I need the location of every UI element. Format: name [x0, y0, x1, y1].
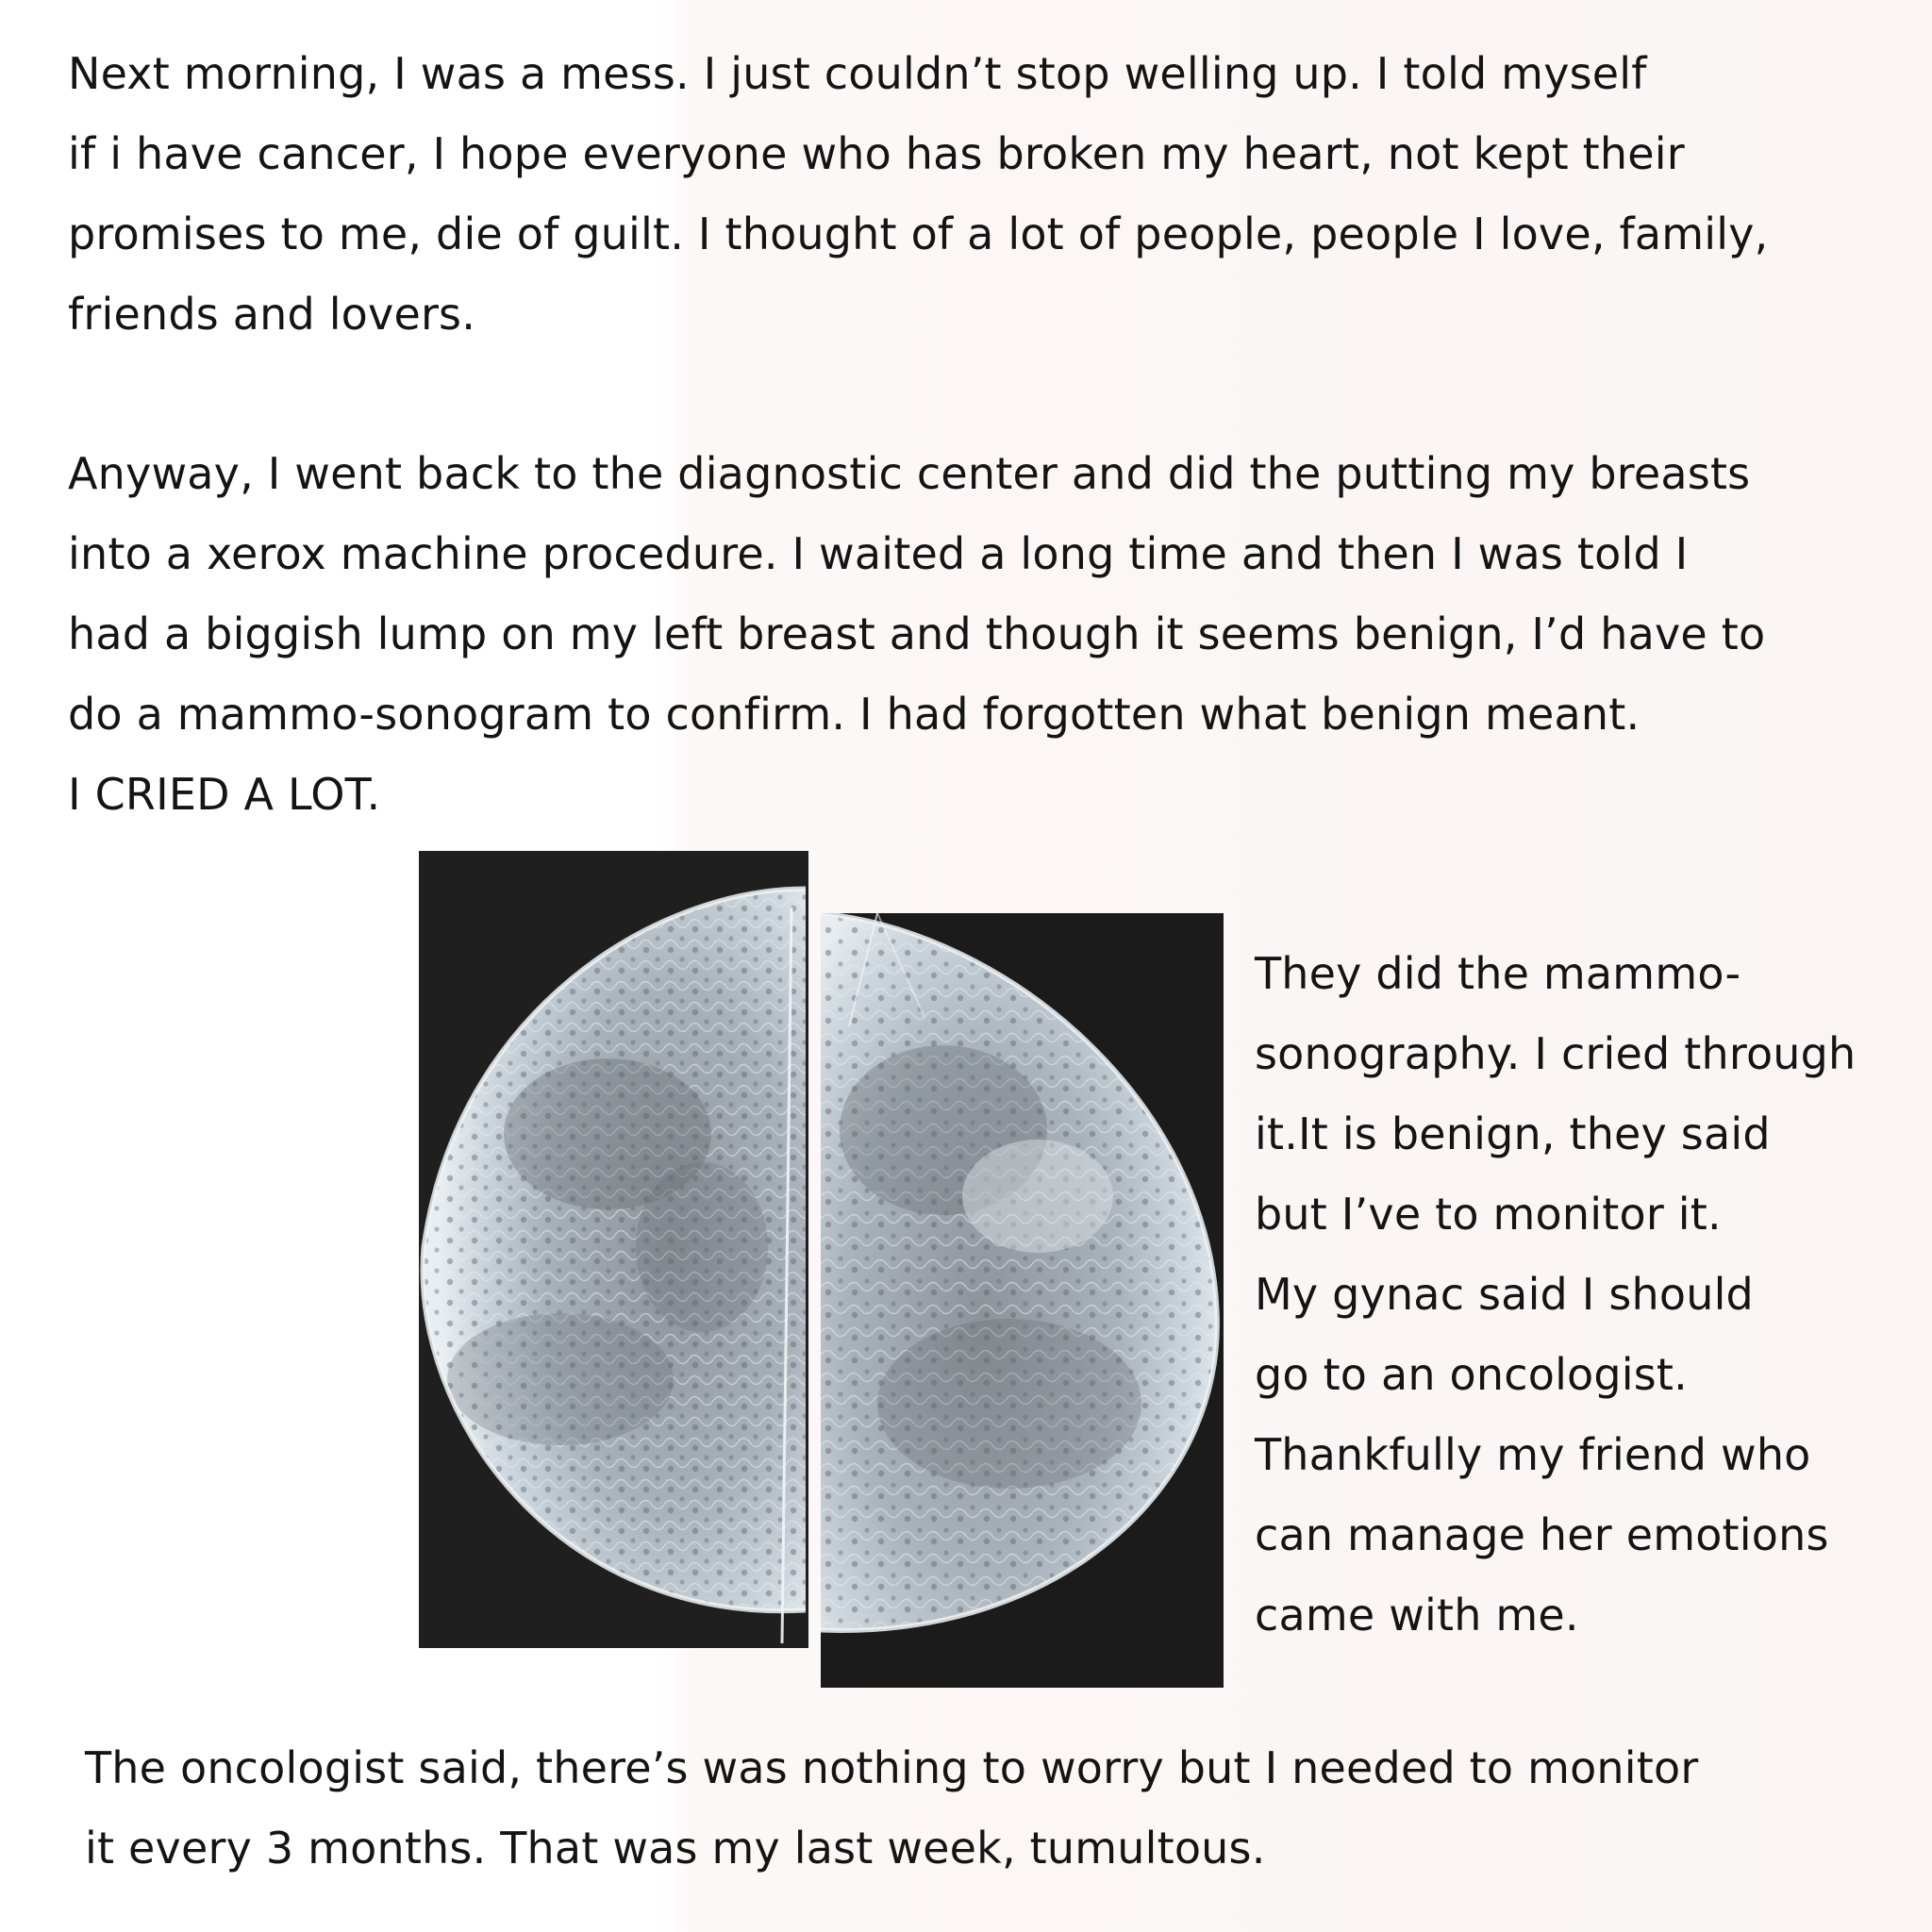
- mammogram-image-left: [419, 851, 808, 1648]
- paragraph-diagnostic-center: Anyway, I went back to the diagnostic center and did the putting my breasts into a xerox machine procedure. I waited a long time and then I was told I had a biggish lump on my left breast and though it seems benign, I’d have to do a mammo-sonogram to confirm. I had forgotten what benign meant. I CRIED A LOT.: [68, 448, 1766, 820]
- mammogram-right-illustration: [821, 913, 1224, 1688]
- mammogram-left-illustration: [419, 851, 808, 1648]
- mammogram-image-right: [821, 913, 1224, 1688]
- paragraph-mammo-sonography: They did the mammo- sonography. I cried through it.It is benign, they said but I’ve to monitor it. My gynac said I should go to an oncologist. Thankfully my friend who can manage her emotions came with me.: [1255, 948, 1857, 1641]
- paragraph-morning: Next morning, I was a mess. I just couldn’t stop welling up. I told myself if i have cancer, I hope everyone who has broken my heart, not kept their promises to me, die of guilt. I thought of a lot of people, people I love, family, friends and lovers.: [68, 48, 1769, 340]
- paragraph-oncologist: The oncologist said, there’s was nothing to worry but I needed to monitor it every 3 months. That was my last week, tumultous.: [85, 1742, 1699, 1874]
